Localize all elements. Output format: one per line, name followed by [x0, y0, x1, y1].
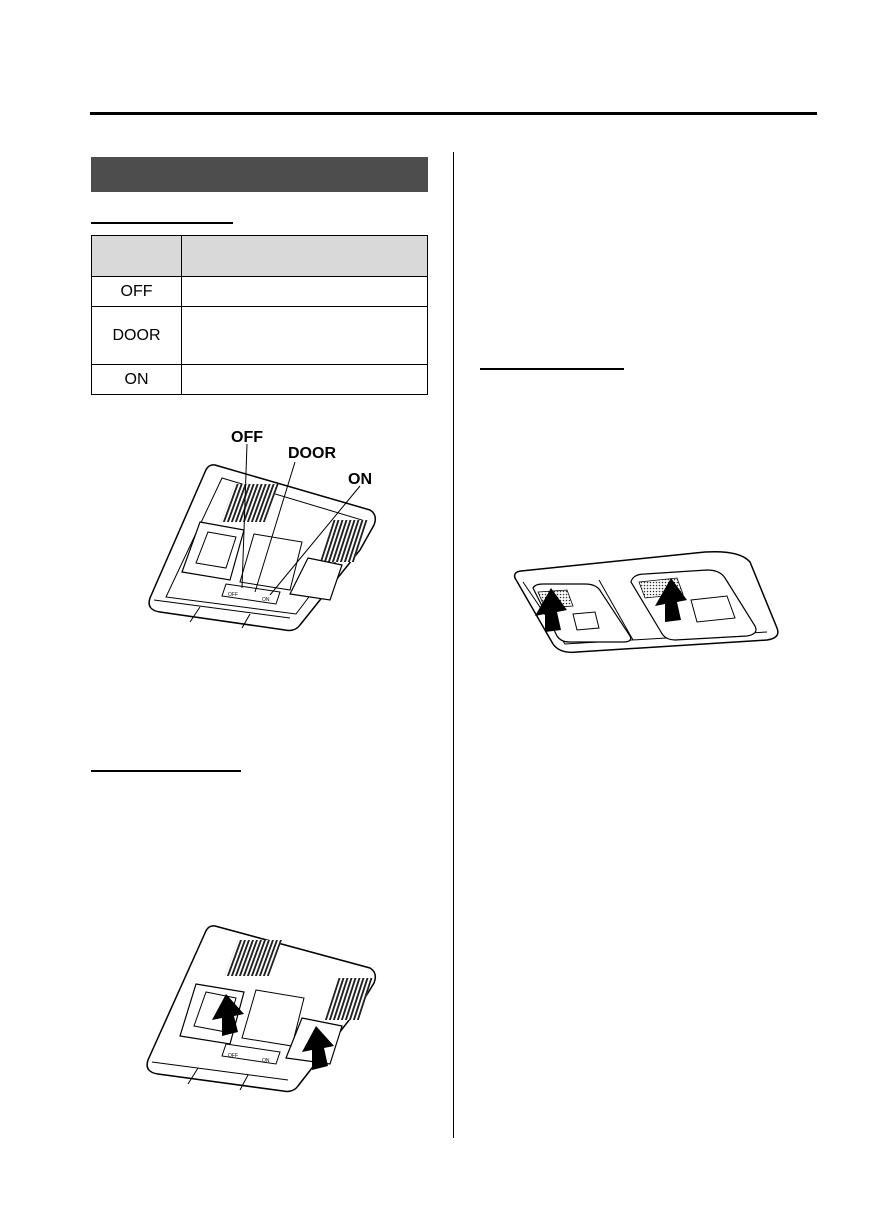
table-header-row	[92, 236, 428, 277]
table-header-cell	[182, 236, 428, 277]
table-row	[92, 307, 428, 365]
table-header-cell	[92, 236, 182, 277]
subheading-rule-3	[480, 368, 624, 370]
subheading-rule-2	[91, 770, 241, 772]
callout-door-label: DOOR	[288, 445, 336, 462]
description-cell	[182, 277, 428, 307]
callout-off-label: OFF	[231, 429, 263, 446]
header-rule	[90, 112, 817, 115]
switch-on-text: ON	[262, 1058, 270, 1064]
position-cell: ON	[92, 365, 182, 395]
switch-off-text: OFF	[228, 1053, 238, 1059]
position-cell: DOOR	[92, 307, 182, 365]
description-cell	[182, 307, 428, 365]
rear-map-light-figure	[505, 548, 790, 660]
overhead-light-switch-figure	[130, 420, 390, 640]
switch-off-text: OFF	[228, 592, 238, 598]
callout-on-label: ON	[348, 471, 372, 488]
position-cell: OFF	[92, 277, 182, 307]
column-divider	[453, 152, 454, 1138]
switch-position-table	[91, 235, 428, 395]
table-row	[92, 365, 428, 395]
section-title-bar	[91, 157, 428, 192]
description-cell	[182, 365, 428, 395]
map-light-press-figure	[130, 918, 390, 1098]
switch-on-text: ON	[262, 597, 270, 603]
subheading-rule-1	[91, 222, 233, 224]
table-row	[92, 277, 428, 307]
